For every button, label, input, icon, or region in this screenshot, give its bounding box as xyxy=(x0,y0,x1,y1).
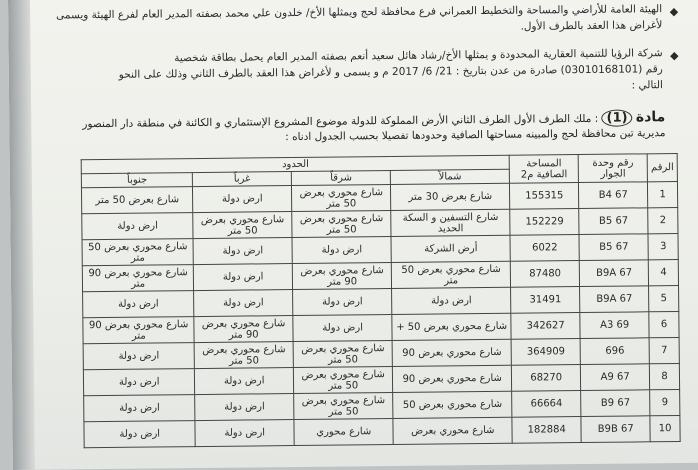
cell-east: شارع محوري بعرض 50 متر xyxy=(292,211,391,238)
cell-east: شارع محوري بعرض 50 متر xyxy=(294,392,393,419)
header-east: شرقاً xyxy=(292,171,391,186)
header-num: الرقم xyxy=(647,154,677,182)
party-two-line-3: التالي : xyxy=(631,79,663,92)
cell-south: ارض دولة xyxy=(84,369,195,396)
cell-west: شارع محوري بعرض 90 متر xyxy=(194,316,293,343)
cell-north: أرض الشركة xyxy=(391,235,510,262)
cell-south: شارع محوري بعرض 90 متر xyxy=(83,265,194,292)
cell-area: 364909 xyxy=(511,339,580,366)
cell-south: شارع محوري بعرض 50 متر xyxy=(82,239,193,266)
cell-unit: 69 A3 xyxy=(580,312,649,339)
bullet-icon: ◆ xyxy=(670,48,679,63)
cell-north: شارع محوري بعرض 90 xyxy=(393,365,512,392)
parcel-table xyxy=(81,153,681,448)
cell-num: 7 xyxy=(649,337,679,363)
cell-west: ارض دولة xyxy=(195,368,294,395)
cell-num: 3 xyxy=(648,233,678,259)
cell-north: شارع محوري بعرض xyxy=(393,417,512,444)
party-one-text: الهيئة العامة للأراضي والمساحة والتخطيط العمراني فرع محافظة لحج ويمثلها الأخ/ خلدون علي محمد بصفته المدير العام لفرع الهيئة ويسمى لأغراض هذا العقد بالطرف الأول. xyxy=(56,3,663,33)
cell-west: ارض دولة xyxy=(193,238,292,265)
article-text-1: : ملك الطرف الأول الطرف الثاني الأرض المملوكة للدولة موضوع المشروع الإستثماري و الكائنة في منطقة دار المنصور xyxy=(82,112,599,131)
article-text-2: مديرية تبن محافظة لحج والمبينه مساحتها الصافية وحدودها تفصيلا بحسب الجدول ادناه : xyxy=(285,127,666,144)
cell-unit: 67 B5 xyxy=(579,234,648,261)
cell-west: ارض دولة xyxy=(195,394,294,421)
cell-east: شارع محوري بعرض 50 متر xyxy=(292,185,391,212)
cell-south: ارض دولة xyxy=(84,395,195,422)
cell-unit: 67 B9A xyxy=(579,260,648,287)
cell-south: ارض دولة xyxy=(83,343,194,370)
cell-north: شارع بعرض 30 متر xyxy=(391,183,510,210)
cell-area: 31491 xyxy=(511,287,580,314)
cell-north: شارع التسفين و السكة الحديد xyxy=(391,209,510,236)
cell-south: ارض دولة xyxy=(82,213,193,240)
cell-num: 1 xyxy=(648,181,678,207)
cell-east: شارع محوري بعرض 90 متر xyxy=(292,262,391,289)
cell-south: شارع بعرض 50 متر xyxy=(82,187,193,214)
cell-area: 66664 xyxy=(512,391,581,418)
cell-unit: 67 B5 xyxy=(579,208,648,235)
cell-east: ارض دولة xyxy=(293,314,392,341)
cell-area: 68270 xyxy=(512,365,581,392)
document-page xyxy=(8,0,698,470)
cell-num: 10 xyxy=(650,415,680,441)
cell-north: شارع محوري بعرض 50 xyxy=(393,391,512,418)
cell-area: 182884 xyxy=(512,417,581,444)
cell-east: ارض دولة xyxy=(292,237,391,264)
cell-area: 155315 xyxy=(510,183,579,210)
cell-unit: 67 B9A xyxy=(580,286,649,313)
header-south: جنوباً xyxy=(82,173,193,188)
cell-west: ارض دولة xyxy=(193,186,292,213)
cell-num: 9 xyxy=(650,389,680,415)
cell-unit: 67 B4 xyxy=(579,182,648,209)
cell-north: شارع محوري بعرض 50 متر xyxy=(391,261,510,288)
header-area: المساحة الصافية م2 xyxy=(509,155,578,184)
article-number: (1) xyxy=(602,109,633,126)
cell-east: شارع محوري بعرض 50 متر xyxy=(294,366,393,393)
party-one-paragraph xyxy=(52,1,679,39)
header-unit: رقم وحدة الجوار xyxy=(578,154,647,183)
cell-west: شارع محوري بعرض 50 متر xyxy=(194,342,293,369)
cell-unit: 67 A9 xyxy=(581,364,650,391)
cell-west: ارض دولة xyxy=(194,290,293,317)
cell-south: شارع محوري بعرض 90 متر xyxy=(83,317,194,344)
article-1 xyxy=(25,109,665,148)
cell-area: 87480 xyxy=(510,261,579,288)
cell-num: 4 xyxy=(648,259,678,285)
cell-west: شارع محوري بعرض 50 متر xyxy=(193,212,292,239)
party-two-line-2: رقم (03010168101) صادرة من عدن بتاريخ : 21/ 6/ 2017 م و يسمى و لأغراض هذا العقد بالطرف الثاني وذلك على النحو xyxy=(118,63,663,81)
cell-num: 5 xyxy=(649,285,679,311)
cell-area: 342627 xyxy=(511,313,580,340)
header-west: غرباً xyxy=(193,172,292,187)
party-two-paragraph xyxy=(53,45,679,99)
cell-north: ارض دولة xyxy=(392,287,511,314)
cell-unit: 67 B9B xyxy=(581,416,650,443)
cell-north: شارع محوري بعرض 50 + xyxy=(392,313,511,340)
cell-north: شارع محوري بعرض 90 xyxy=(392,339,511,366)
cell-unit: 67 B9 xyxy=(581,390,650,417)
cell-east: شارع محوري xyxy=(294,418,393,445)
cell-west: ارض دولة xyxy=(193,264,292,291)
header-bounds: الحدود xyxy=(81,155,509,173)
cell-num: 6 xyxy=(649,311,679,337)
cell-area: 152229 xyxy=(510,209,579,236)
party-two-line-1: شركة الرؤيا للتنمية العقارية المحدودة و يمثلها الأخ/رشاد هائل سعيد أنعم بصفته المدير العام يحمل بطاقة شخصية xyxy=(174,47,663,65)
cell-area: 6022 xyxy=(510,235,579,262)
cell-num: 8 xyxy=(650,363,680,389)
header-north: شمالاً xyxy=(391,169,510,184)
table-row xyxy=(84,415,680,447)
cell-num: 2 xyxy=(648,207,678,233)
cell-east: شارع محوري بعرض 50 متر xyxy=(293,340,392,367)
cell-unit: 696 xyxy=(580,338,649,365)
page-edge-shadow xyxy=(8,0,35,470)
cell-west: ارض دولة xyxy=(195,420,294,447)
cell-east: ارض دولة xyxy=(293,288,392,315)
article-label: مادة xyxy=(635,109,666,126)
cell-south: ارض دولة xyxy=(83,291,194,318)
bullet-icon: ◆ xyxy=(669,4,679,19)
cell-south: ارض دولة xyxy=(84,421,195,448)
